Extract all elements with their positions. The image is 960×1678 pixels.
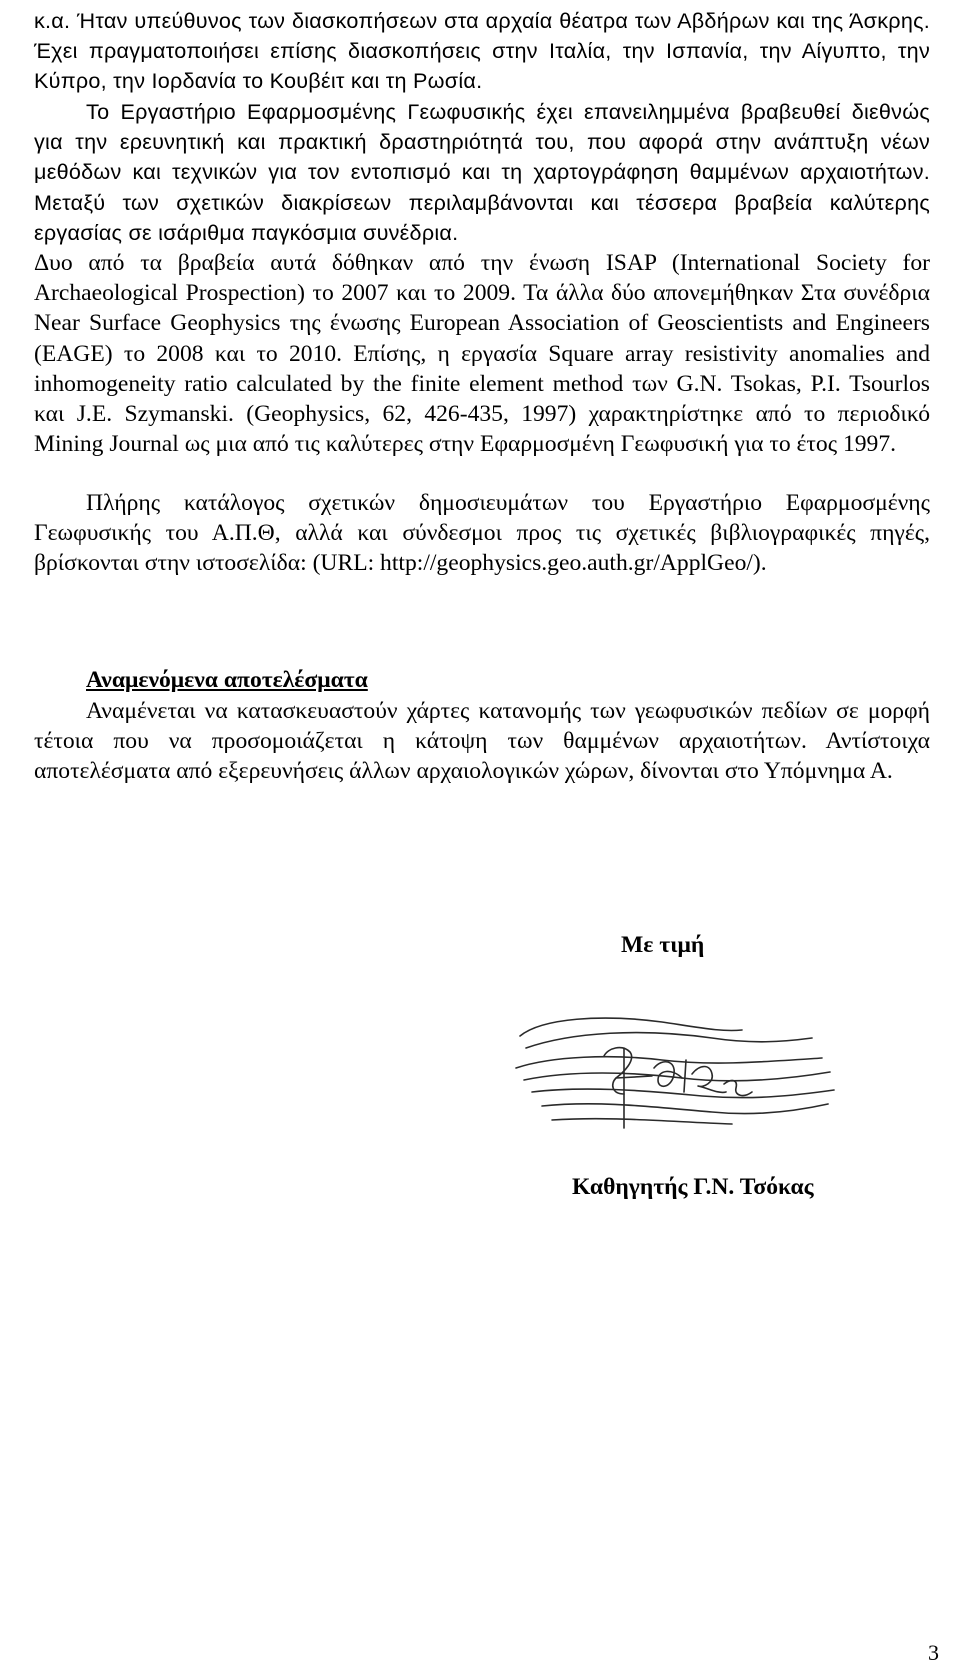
publications-paragraph-text: Πλήρης κατάλογος σχετικών δημοσιευμάτων του Εργαστήριο Εφαρμοσμένης Γεωφυσικής του Α.Π.Θ, αλλά και σύνδεσμοι προς τις σχετικές βιβλιογραφικές πηγές, βρίσκονται στην ιστοσελίδα: (URL: http://geophysics.geo.auth.gr/ApplGeo/). — [34, 490, 930, 577]
section-heading-expected-results: Αναμενόμενα αποτελέσματα — [86, 667, 368, 693]
awards-paragraph-sans-text: Το Εργαστήριο Εφαρμοσμένης Γεωφυσικής έχει επανειλημμένα βραβευθεί διεθνώς για την ερευνητική και πρακτική δραστηριότητά του, που αφορά στην ανάπτυξη νέων μεθόδων και τεχνικών για τον εντοπισμό και τη χαρτογράφηση θαμμένων αρχαιοτήτων. Μεταξύ των σχετικών διακρίσεων περιλαμβάνονται και τέσσερα βραβεία καλύτερης εργασίας σε ισάριθμα παγκόσμια συνέδρια. — [34, 99, 930, 245]
publications-paragraph — [34, 488, 930, 579]
closing-salutation: Με τιμή — [621, 932, 705, 958]
intro-paragraph-text: κ.α. Ήταν υπεύθυνος των διασκοπήσεων στα αρχαία θέατρα των Αβδήρων και της Άσκρης. Έχει πραγματοποιήσει επίσης διασκοπήσεις στην Ιταλία, την Ισπανία, την Αίγυπτο, την Κύπρο, την Ιορδανία το Κουβέιτ και τη Ρωσία. — [34, 8, 930, 94]
handwritten-signature — [512, 1008, 842, 1148]
awards-paragraph — [34, 97, 930, 248]
expected-results-paragraph-text: Αναμένεται να κατασκευαστούν χάρτες κατανομής των γεωφυσικών πεδίων σε μορφή τέτοια που να προσομοιάζεται η κάτοψη των θαμμένων αρχαιοτήτων. Αντίστοιχα αποτελέσματα από εξερευνήσεις άλλων αρχαιολογικών χώρων, δίνονται στο Υπόμνημα Α. — [34, 698, 930, 785]
awards-paragraph-continued — [34, 248, 930, 459]
awards-paragraph-serif-text: Δυο από τα βραβεία αυτά δόθηκαν από την ένωση ISAP (International Society for Archaeological Prospection) το 2007 και το 2009. Τα άλλα δύο απονεμήθηκαν Στα συνέδρια Near Surface Geophysics της ένωσης European Association of Geoscientists and Engineers (EAGE) το 2008 και το 2010. Επίσης, η εργασία Square array resistivity anomalies and inhomogeneity ratio calculated by the finite element method των G.N. Tsokas, P.I. Tsourlos και J.E. Szymanski. (Geophysics, 62, 426-435, 1997) χαρακτηρίστηκε από το περιοδικό Mining Journal ως μια από τις καλύτερες στην Εφαρμοσμένη Γεωφυσική για το έτος 1997. — [34, 250, 930, 458]
intro-paragraph-tail — [34, 6, 930, 97]
page-number: 3 — [928, 1640, 939, 1665]
expected-results-paragraph — [34, 696, 930, 787]
signer-name: Καθηγητής Γ.Ν. Τσόκας — [572, 1174, 814, 1200]
